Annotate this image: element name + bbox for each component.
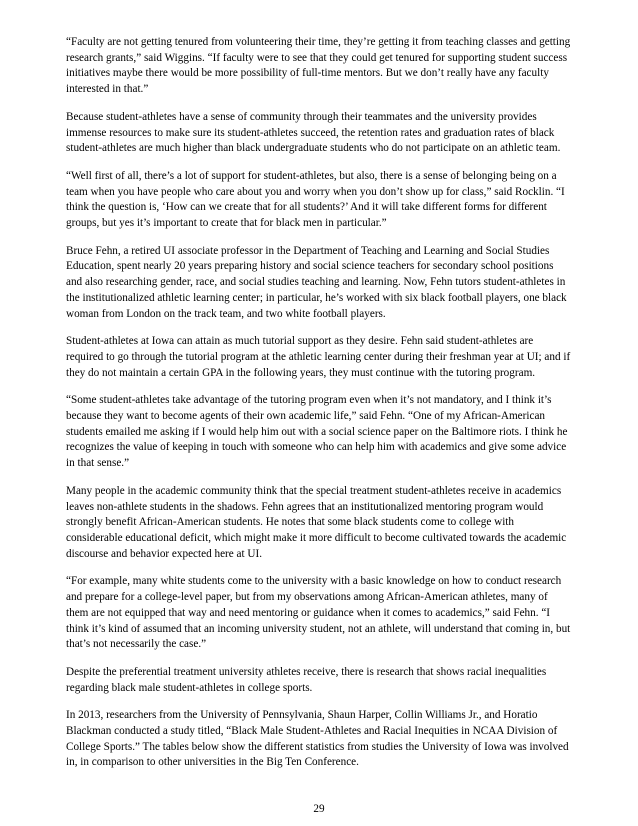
paragraph-tutorial-support: Student-athletes at Iowa can attain as much tutorial support as they desire. Fehn said student-athletes are required to go through the tutorial program at the athletic learning center during their freshman year at UI; and if they do not maintain a certain GPA in the following years, they must continue with the tutoring program. [66,335,571,379]
paragraph-fehn-research-quote: “For example, many white students come to the university with a basic knowledge on how to conduct research and prepare for a college-level paper, but from my observations among African-American athletes, many of them are not equipped that way and need mentoring or guidance when it comes to academics,” said Fehn. “I think it’s kind of assumed that an incoming university student, not an athlete, will understand that coming in, but that’s not necessarily the case.” [66,575,571,651]
paragraph-rocklin-quote: “Well first of all, there’s a lot of support for student-athletes, but also, there is a sense of belonging being on a team when you have people who care about you and worry when you don’t show up for class,” said Rocklin. “I think the question is, ‘How can we create that for all students?’ And it will take different forms for different groups, but yes it’s important to create that for black men in particular.” [66,169,565,230]
paragraph-racial-inequalities: Despite the preferential treatment university athletes receive, there is research that shows racial inequalities regarding black male student-athletes in college sports. [66,665,547,694]
paragraph-bruce-fehn-intro: Bruce Fehn, a retired UI associate professor in the Department of Teaching and Learning and Social Studies Education, spent nearly 20 years preparing history and social science teachers for secondary school positions and also researching gender, race, and social studies teaching and learning. Now, Fehn tutors student-athletes in the institutionalized athletic learning center; in particular, he’s worked with six black football players, one black woman from London on the track team, and two white football players. [66,244,567,320]
paragraph-community-retention: Because student-athletes have a sense of community through their teammates and the university provides immense resources to make sure its student-athletes succeed, the retention rates and graduation rates of black student-athletes are much higher than black undergraduate students who do not participate on an athletic team. [66,110,561,155]
paragraph-2013-study: In 2013, researchers from the University of Pennsylvania, Shaun Harper, Collin Williams Jr., and Horatio Blackman conducted a study titled, “Black Male Student-Athletes and Racial Inequities in NCAA Division of College Sports.” The tables below show the different statistics from studies the University of Iowa was involved in, in comparison to other universities in the Big Ten Conference. [66,709,569,769]
paragraph-wiggins-quote: “Faculty are not getting tenured from volunteering their time, they’re getting it from teaching classes and getting research grants,” said Wiggins. “If faculty were to see that they could get tenured for supporting student success initiatives maybe there would be more possibility of full-time mentors. But we don’t really have any faculty interested in that.” [66,36,571,96]
paragraph-fehn-tutoring-quote: “Some student-athletes take advantage of the tutoring program even when it’s not mandatory, and I think it’s because they want to become agents of their own academic life,” said Fehn. “One of my African-American students emailed me asking if I would help him out with a social science paper on the Baltimore riots. I think he recognizes the value of keeping in touch with someone who can help him with academics and give some advice in that sense.” [66,394,568,470]
paragraph-special-treatment: Many people in the academic community think that the special treatment student-athletes receive in academics leaves non-athlete students in the shadows. Fehn agrees that an institutionalized mentoring program would strongly benefit African-American students. He notes that some black students come to college with considerable educational deficit, which might make it more difficult to become cultivated towards the academic discourse and behavior expected here at UI. [66,484,567,560]
page-number: 29 [313,803,325,815]
